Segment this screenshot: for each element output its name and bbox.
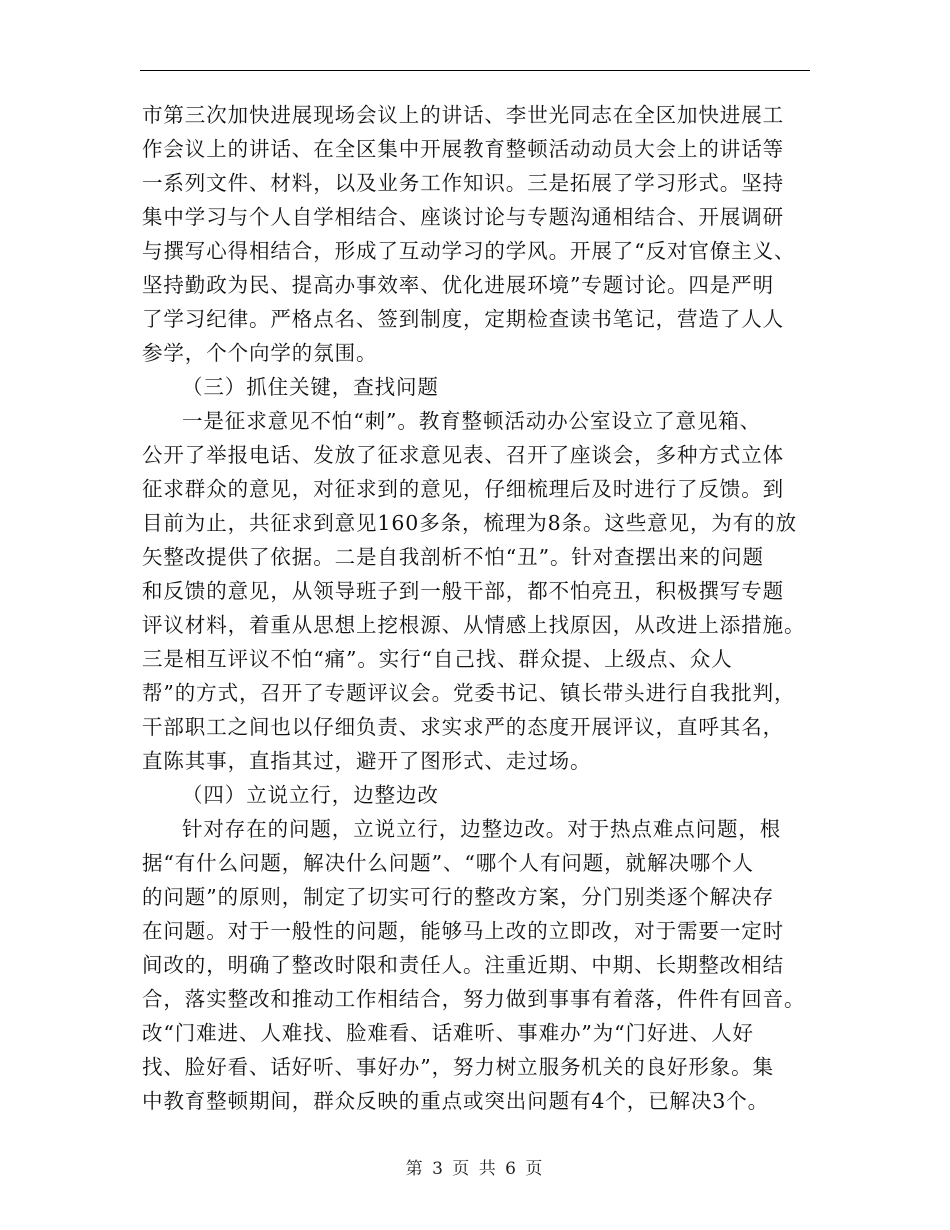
text-line: 公开了举报电话、发放了征求意见表、召开了座谈会，多种方式立体 [142,443,784,467]
text-line: 找、脸好看、话好听、事好办”，努力树立服务机关的良好形象。集 [142,1055,774,1079]
text-line: 改“门难进、人难找、脸难看、话难听、事难办”为“门好进、人好 [142,1021,754,1045]
text-line: 在问题。对于一般性的问题，能够马上改的立即改，对于需要一定时 [142,919,784,943]
text-line: 和反馈的意见，从领导班子到一般干部，都不怕亮丑，积极撰写专题 [142,579,784,603]
text-line: 三是相互评议不怕“痛”。实行“自己找、群众提、上级点、众人 [142,647,733,671]
text-line: 参学，个个向学的氛围。 [142,341,378,365]
text-line: 与撰写心得相结合，形成了互动学习的学风。开展了“反对官僚主义、 [142,239,796,263]
text-line: 一系列文件、材料，以及业务工作知识。三是拓展了学习形式。坚持 [142,171,784,195]
paragraph-start: 一是征求意见不怕“刺”。教育整顿活动办公室设立了意见箱、 [182,409,762,433]
text-line: 干部职工之间也以仔细负责、求实求严的态度开展评议，直呼其名， [142,715,784,739]
text-line: 合，落实整改和推动工作相结合，努力做到事事有着落，件件有回音。 [142,987,806,1011]
text-line: 集中学习与个人自学相结合、座谈讨论与专题沟通相结合、开展调研 [142,205,784,229]
text-line: 间改的，明确了整改时限和责任人。注重近期、中期、长期整改相结 [142,953,784,977]
section-heading: （四）立说立行，边整边改 [182,783,439,807]
text-line: 目前为止，共征求到意见160多条，梳理为8条。这些意见，为有的放 [142,511,797,535]
text-line: 作会议上的讲话、在全区集中开展教育整顿活动动员大会上的讲话等 [142,137,784,161]
text-line: 直陈其事，直指其过，避开了图形式、走过场。 [142,749,592,773]
document-body [142,98,812,1118]
text-line: 了学习纪律。严格点名、签到制度，定期检查读书笔记，营造了人人 [142,307,784,331]
text-line: 坚持勤政为民、提高办事效率、优化进展环境”专题讨论。四是严明 [142,273,774,297]
header-rule [140,70,810,71]
paragraph-start: 针对存在的问题，立说立行，边整边改。对于热点难点问题，根 [182,817,782,841]
page-number-footer: 第 3 页 共 6 页 [405,1159,545,1179]
text-line: 的问题”的原则，制定了切实可行的整改方案，分门别类逐个解决存 [142,885,774,909]
text-line: 评议材料，着重从思想上挖根源、从情感上找原因，从改进上添措施。 [142,613,806,637]
text-line: 市第三次加快进展现场会议上的讲话、李世光同志在全区加快进展工 [142,103,784,127]
text-line: 据“有什么问题，解决什么问题”、“哪个人有问题，就解决哪个人 [142,851,754,875]
section-heading: （三）抓住关键，查找问题 [182,375,439,399]
text-line: 矢整改提供了依据。二是自我剖析不怕“丑”。针对查摆出来的问题 [142,545,764,569]
text-line: 征求群众的意见，对征求到的意见，仔细梳理后及时进行了反馈。到 [142,477,784,501]
text-line: 帮”的方式，召开了专题评议会。党委书记、镇长带头进行自我批判， [142,681,796,705]
text-line: 中教育整顿期间，群众反映的重点或突出问题有4个，已解决3个。 [142,1089,770,1113]
